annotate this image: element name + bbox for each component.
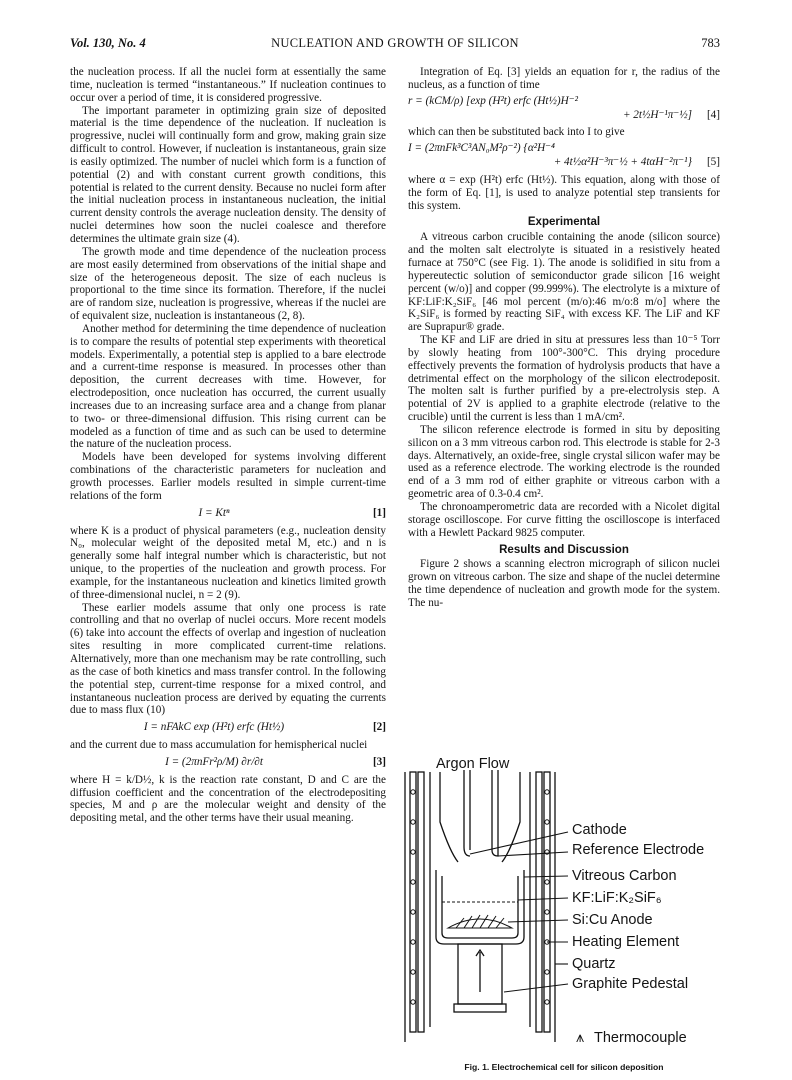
paragraph: and the current due to mass accumulation for hemispherical nuclei: [70, 739, 368, 752]
page-number: 783: [701, 36, 720, 50]
label-thermocouple: Thermocouple: [594, 1030, 687, 1046]
heating-rod-left: [410, 772, 416, 1032]
paragraph: Models have been developed for systems involving different combinations of the characteristic parameters for nucleation and growth processes. Earlier models resulted in simple current-time relations of the form: [70, 451, 386, 502]
equation-5-line-2: [408, 156, 720, 169]
label-electrolyte: KF:LiF:K₂SiF₆: [572, 890, 662, 906]
equation-number: [3]: [372, 755, 386, 768]
right-column: [408, 66, 720, 610]
paragraph: Another method for determining the time dependence of nucleation is to compare the results of potential step experiments with theoretical models. Experimentally, a potential step is applied to a bare electrode and a current-time response is measured. In processes other than deposition, the current decreases with time. However, for electrodeposition, once nucleation has occurred, the current usually increases due to an increasing surface area and a change from planar to two- or three-dimensional diffusion. This rising current can be modeled as a function of time and as such can be used to determine the nature of the nucleation process.: [70, 322, 386, 451]
heating-rod-left-2: [418, 772, 424, 1032]
paragraph: where K is a product of physical parameters (e.g., nucleation density N₀, molecular weight of the deposited metal M, etc.) and n is generally some half integral number which is characteristic, but not unique, to the properties of the nucleation and growth process. For example, for the instantaneous nucleation and kinetics limited growth of three-dimensional nuclei, n = 2 (9).: [70, 524, 386, 601]
paragraph: The important parameter in optimizing grain size of deposited material is the time dependence of the nucleation. If nucleation is progressive, nuclei will continually form and grow, making grain size difficult to control. However, if nucleation is instantaneous, grain size is easily optimized. The number of nuclei which form is a function of potential (2) and with constant current growth conditions, this potential is related to the current density. Because no nuclei form after the initial nucleation process in instantaneous nucleation, the initial current density controls the average nucleation density. The density of nuclei determines how soon the nuclei coalesce and therefore determines the ultimate grain size (4).: [70, 104, 386, 245]
running-title: NUCLEATION AND GROWTH OF SILICON: [271, 36, 519, 50]
label-reference-electrode: Reference Electrode: [572, 842, 705, 858]
section-heading-experimental: Experimental: [527, 216, 601, 229]
paragraph: Integration of Eq. [3] yields an equation for r, the radius of the nucleus, as a function of time: [408, 66, 720, 91]
equation-number: [1]: [372, 506, 386, 519]
label-si-cu-anode: Si:Cu Anode: [572, 912, 653, 928]
paragraph: The KF and LiF are dried in situ at pressures less than 10⁻⁵ Torr by slowly heating from 100°-300°C. This drying procedure effectively prevents the formation of hydrolysis products that have a detrimental effect on the morphology of the silicon electrodeposit. The molten salt is further purified by a pre-electrolysis step. A potential of 2V is applied to a graphite electrode (relative to the crucible) until the current is less than 1 mA/cm².: [408, 334, 720, 424]
paragraph: A vitreous carbon crucible containing the anode (silicon source) and the molten salt electrolyte is situated in a resistively heated furnace at 750°C (see Fig. 1). The anode is solidified in situ from a hypereutectic solution of semiconductor grade silicon [16 weight percent (w/o)] and copper (99.999%). The electrolyte is a mixture of KF:LiF:K₂SiF₆ [46 mol percent (m/o):46 m/o:8 m/o] where the K₂SiF₆ is formed by reacting SiF₄ with excess KF. The LiF and KF are Suprapur® grade.: [408, 231, 720, 334]
equation-expression: + 2t½H⁻¹π⁻½]: [622, 108, 692, 121]
paragraph: The chronoamperometric data are recorded with a Nicolet digital storage oscilloscope. For curve fitting the oscilloscope is interfaced with a Hewlett Packard 9825 computer.: [408, 501, 720, 539]
paragraph: These earlier models assume that only one process is rate controlling and that no overlap of nuclei occurs. More recent models (6) take into account the effects of overlap and ingestion of nucleation sites resulting in more complicated current-time relations. Alternatively, more than one mechanism may be rate controlling, such as the case of both kinetics and mass transfer control. In the following the potential step, current-time response for a mixed control, and instantaneous nucleation process are derived by equating the currents due to mass flux (10): [70, 601, 386, 717]
heating-rod-right: [536, 772, 542, 1032]
equation-1: [70, 507, 386, 520]
left-column: [70, 66, 386, 825]
electrochemical-cell-drawing: [400, 752, 730, 1052]
label-vitreous-carbon: Vitreous Carbon: [572, 868, 677, 884]
running-header: [70, 36, 720, 52]
equation-expression: I = Ktⁿ: [198, 506, 230, 519]
thermocouple-icon: ⩚: [576, 1030, 585, 1046]
label-cathode: Cathode: [572, 822, 627, 838]
paragraph: The growth mode and time dependence of the nucleation process are most easily determined from observations of the initial shape and size of the heterogeneous deposit. The size of each nucleus is proportional to the time since its formation. Therefore, if the nuclei are of random size, nucleation is progressive, whereas if the nuclei are of equivalent size, nucleation is instantaneous (2, 8).: [70, 245, 386, 323]
paragraph: which can then be substituted back into I to give: [408, 126, 625, 139]
paragraph: The silicon reference electrode is formed in situ by depositing silicon on a 3 mm vitreous carbon rod. This electrode is stable for 2-3 days. Alternatively, an oxide-free, single crystal silicon wafer may be used as a reference electrode. The working electrode is the rounded end of a 3 mm rod of either graphite or vitreous carbon with a geometric area of 0.3-0.4 cm².: [408, 423, 720, 501]
label-quartz: Quartz: [572, 956, 616, 972]
equation-3: [70, 756, 386, 769]
equation-expression: I = (2πnFr²ρ/M) ∂r/∂t: [165, 755, 263, 768]
argon-flow-label: Argon Flow: [436, 756, 510, 772]
equation-number: [2]: [372, 721, 386, 734]
figure-caption: Fig. 1. Electrochemical cell for silicon deposition: [464, 1062, 664, 1072]
equation-expression: I = nFAkC exp (H²t) erfc (Ht½): [143, 721, 285, 734]
label-heating-element: Heating Element: [572, 934, 680, 950]
section-heading-results: Results and Discussion: [499, 543, 629, 556]
paragraph: Figure 2 shows a scanning electron micrograph of silicon nuclei grown on vitreous carbon. The size and shape of the nuclei determine the time dependence of nucleation and growth mode for the system. The nu-: [408, 558, 720, 609]
cathode-rod: [464, 770, 470, 856]
heating-rod-right-2: [544, 772, 550, 1032]
paragraph: where α = exp (H²t) erfc (Ht½). This equation, along with those of the form of Eq. [1], is used to analyze potential step transients for this system.: [408, 173, 720, 212]
equation-number: [5]: [706, 156, 720, 169]
equation-5-line-1: I = (2πnFk³C³AN₀M²ρ⁻²) {α²H⁻⁴: [408, 142, 555, 155]
equation-2: [70, 721, 386, 734]
cell-diagram-figure: [400, 752, 730, 1052]
journal-volume: Vol. 130, No. 4: [70, 36, 146, 50]
equation-4-line-2: [408, 109, 720, 122]
si-cu-anode: [448, 915, 512, 928]
label-graphite-pedestal: Graphite Pedestal: [572, 976, 689, 992]
vitreous-carbon-crucible: [436, 870, 524, 944]
paragraph: where H = k/D½, k is the reaction rate constant, D and C are the diffusion coefficient and the concentration of the electrodepositing species, M and ρ are the molecular weight and density of the depositing metal, and the other terms have their usual meaning.: [70, 773, 386, 825]
equation-number: [4]: [706, 108, 720, 121]
equation-4-line-1: r = (kCM/ρ) [exp (H²t) erfc (Ht½)H⁻²: [408, 94, 578, 107]
equation-expression: + 4t½α²H⁻³π⁻½ + 4tαH⁻²π⁻¹}: [553, 156, 692, 169]
paragraph: the nucleation process. If all the nuclei form at essentially the same time, nucleation is termed “instantaneous.” If nucleation continues to occur over a period of time, it is considered progressive.: [70, 66, 386, 104]
